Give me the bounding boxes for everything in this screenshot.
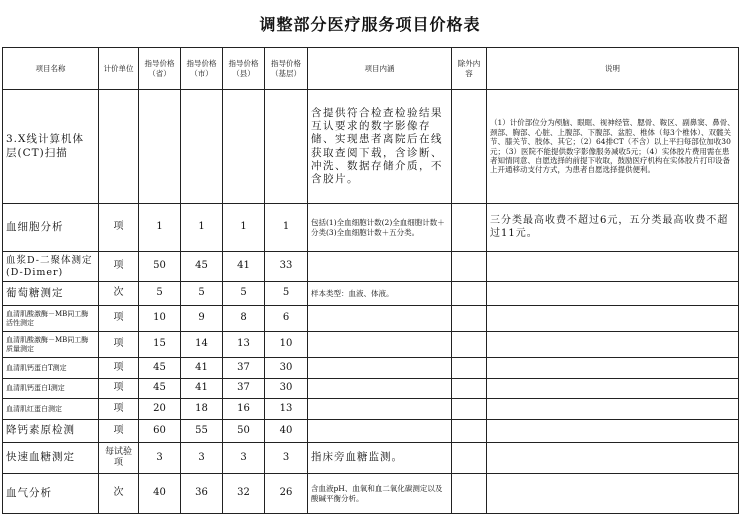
header-price-province: 指导价格（省） bbox=[139, 48, 181, 90]
row-price-county: 37 bbox=[223, 358, 265, 379]
row-note bbox=[487, 306, 739, 332]
row-excluded bbox=[452, 306, 487, 332]
row-excluded bbox=[452, 420, 487, 443]
table-row bbox=[3, 282, 739, 306]
row-price-province bbox=[139, 90, 181, 204]
row-price-county: 13 bbox=[223, 332, 265, 358]
row-content bbox=[308, 379, 452, 399]
row-name: 血细胞分析 bbox=[3, 204, 99, 252]
row-price-county: 5 bbox=[223, 282, 265, 306]
header-excluded: 除外内容 bbox=[452, 48, 487, 90]
row-price-county: 1 bbox=[223, 204, 265, 252]
row-price-county: 16 bbox=[223, 399, 265, 420]
row-content bbox=[308, 358, 452, 379]
row-price-base: 3 bbox=[265, 443, 308, 474]
header-content: 项目内涵 bbox=[308, 48, 452, 90]
row-unit: 项 bbox=[99, 252, 139, 282]
row-note: （1）计价部位分为颅脑、眼眶、视神经管、腮骨、鞍区、副鼻窦、鼻骨、颈部、胸部、心脏、上腹部、下腹部、盆腔、椎体（每3个椎体）、双髋关节、膝关节、肢体、其它；（2）64排CT（不含）以上平扫每部位加收30元；（3）医院不能提供数字影像服务减收5元；（4）实体胶片费用需在患者知情同意、自愿选择的前提下收取，鼓励医疗机构在实体胶片打印设备上开通移动支付方式，为患者自愿选择提供便利。 bbox=[487, 90, 739, 204]
header-unit: 计价单位 bbox=[99, 48, 139, 90]
row-price-base: 33 bbox=[265, 252, 308, 282]
row-unit: 项 bbox=[99, 358, 139, 379]
row-excluded bbox=[452, 204, 487, 252]
row-name: 3.X线计算机体层(CT)扫描 bbox=[3, 90, 99, 204]
table-header-row bbox=[3, 48, 739, 90]
row-note bbox=[487, 252, 739, 282]
row-unit bbox=[99, 90, 139, 204]
row-content: 样本类型：血液、体液。 bbox=[308, 282, 452, 306]
row-price-province: 40 bbox=[139, 474, 181, 514]
row-price-city: 36 bbox=[181, 474, 223, 514]
row-excluded bbox=[452, 399, 487, 420]
row-price-province: 60 bbox=[139, 420, 181, 443]
row-excluded bbox=[452, 282, 487, 306]
row-price-city: 5 bbox=[181, 282, 223, 306]
row-price-base: 1 bbox=[265, 204, 308, 252]
table-row bbox=[3, 90, 739, 204]
row-note bbox=[487, 399, 739, 420]
row-price-city: 45 bbox=[181, 252, 223, 282]
row-unit: 项 bbox=[99, 204, 139, 252]
row-price-base: 30 bbox=[265, 358, 308, 379]
row-name: 葡萄糖测定 bbox=[3, 282, 99, 306]
row-price-city: 9 bbox=[181, 306, 223, 332]
row-note: 三分类最高收费不超过6元，五分类最高收费不超过11元。 bbox=[487, 204, 739, 252]
table-row bbox=[3, 474, 739, 514]
row-content bbox=[308, 252, 452, 282]
row-unit: 项 bbox=[99, 420, 139, 443]
row-price-city: 55 bbox=[181, 420, 223, 443]
row-content: 含血液pH、血氧和血二氧化碳测定以及酸碱平衡分析。 bbox=[308, 474, 452, 514]
row-price-county bbox=[223, 90, 265, 204]
table-row bbox=[3, 204, 739, 252]
row-name: 血清肌钙蛋白Ⅰ测定 bbox=[3, 379, 99, 399]
row-price-base: 10 bbox=[265, 332, 308, 358]
row-unit: 项 bbox=[99, 306, 139, 332]
row-price-province: 5 bbox=[139, 282, 181, 306]
row-price-city: 14 bbox=[181, 332, 223, 358]
table-row bbox=[3, 332, 739, 358]
table-row bbox=[3, 358, 739, 379]
row-content: 指床旁血糖监测。 bbox=[308, 443, 452, 474]
row-price-province: 45 bbox=[139, 358, 181, 379]
row-note bbox=[487, 474, 739, 514]
header-note: 说明 bbox=[487, 48, 739, 90]
table-row bbox=[3, 399, 739, 420]
row-price-city bbox=[181, 90, 223, 204]
row-price-base: 30 bbox=[265, 379, 308, 399]
row-excluded bbox=[452, 358, 487, 379]
row-name: 降钙素原检测 bbox=[3, 420, 99, 443]
table-row bbox=[3, 306, 739, 332]
row-price-base: 6 bbox=[265, 306, 308, 332]
row-name: 血清肌红蛋白测定 bbox=[3, 399, 99, 420]
row-content bbox=[308, 420, 452, 443]
row-price-city: 41 bbox=[181, 358, 223, 379]
row-unit: 次 bbox=[99, 474, 139, 514]
row-content bbox=[308, 306, 452, 332]
row-price-province: 3 bbox=[139, 443, 181, 474]
row-content: 包括(1)全血细胞计数(2)全血细胞计数＋分类(3)全血细胞计数＋五分类。 bbox=[308, 204, 452, 252]
row-price-province: 45 bbox=[139, 379, 181, 399]
row-name: 血气分析 bbox=[3, 474, 99, 514]
row-excluded bbox=[452, 443, 487, 474]
row-price-base: 40 bbox=[265, 420, 308, 443]
row-name: 血浆D-二聚体测定(D-Dimer) bbox=[3, 252, 99, 282]
table-row bbox=[3, 252, 739, 282]
row-price-province: 50 bbox=[139, 252, 181, 282]
row-price-city: 1 bbox=[181, 204, 223, 252]
table-row bbox=[3, 379, 739, 399]
header-price-county: 指导价格（县） bbox=[223, 48, 265, 90]
row-unit: 项 bbox=[99, 399, 139, 420]
row-content: 含提供符合检查检验结果互认要求的数字影像存储、实现患者离院后在线获取查阅下载，含诊断、冲洗、数据存储介质，不含胶片。 bbox=[308, 90, 452, 204]
row-excluded bbox=[452, 252, 487, 282]
row-unit: 每试验项 bbox=[99, 443, 139, 474]
row-note bbox=[487, 282, 739, 306]
row-note bbox=[487, 379, 739, 399]
row-name: 快速血糖测定 bbox=[3, 443, 99, 474]
row-price-county: 50 bbox=[223, 420, 265, 443]
row-name: 血清肌钙蛋白T测定 bbox=[3, 358, 99, 379]
row-note bbox=[487, 332, 739, 358]
row-note bbox=[487, 420, 739, 443]
row-excluded bbox=[452, 332, 487, 358]
row-excluded bbox=[452, 474, 487, 514]
row-price-county: 41 bbox=[223, 252, 265, 282]
row-content bbox=[308, 332, 452, 358]
row-excluded bbox=[452, 90, 487, 204]
header-name: 项目名称 bbox=[3, 48, 99, 90]
row-price-province: 10 bbox=[139, 306, 181, 332]
table-row bbox=[3, 443, 739, 474]
row-unit: 项 bbox=[99, 332, 139, 358]
table-row bbox=[3, 420, 739, 443]
row-price-base: 5 bbox=[265, 282, 308, 306]
header-price-city: 指导价格（市） bbox=[181, 48, 223, 90]
row-unit: 项 bbox=[99, 379, 139, 399]
row-unit: 次 bbox=[99, 282, 139, 306]
row-price-county: 32 bbox=[223, 474, 265, 514]
price-table bbox=[2, 47, 739, 514]
row-price-province: 1 bbox=[139, 204, 181, 252]
row-price-county: 3 bbox=[223, 443, 265, 474]
row-price-county: 37 bbox=[223, 379, 265, 399]
row-price-base: 26 bbox=[265, 474, 308, 514]
row-content bbox=[308, 399, 452, 420]
row-price-city: 18 bbox=[181, 399, 223, 420]
row-price-base bbox=[265, 90, 308, 204]
row-price-city: 41 bbox=[181, 379, 223, 399]
row-name: 血清肌酸激酶－MB同工酶活性测定 bbox=[3, 306, 99, 332]
row-price-base: 13 bbox=[265, 399, 308, 420]
row-price-province: 15 bbox=[139, 332, 181, 358]
row-price-province: 20 bbox=[139, 399, 181, 420]
row-note bbox=[487, 443, 739, 474]
row-note bbox=[487, 358, 739, 379]
page-title: 调整部分医疗服务项目价格表 bbox=[259, 15, 481, 34]
row-name: 血清肌酸激酶－MB同工酶质量测定 bbox=[3, 332, 99, 358]
row-price-city: 3 bbox=[181, 443, 223, 474]
header-price-base: 指导价格（基层） bbox=[265, 48, 308, 90]
row-price-county: 8 bbox=[223, 306, 265, 332]
row-excluded bbox=[452, 379, 487, 399]
